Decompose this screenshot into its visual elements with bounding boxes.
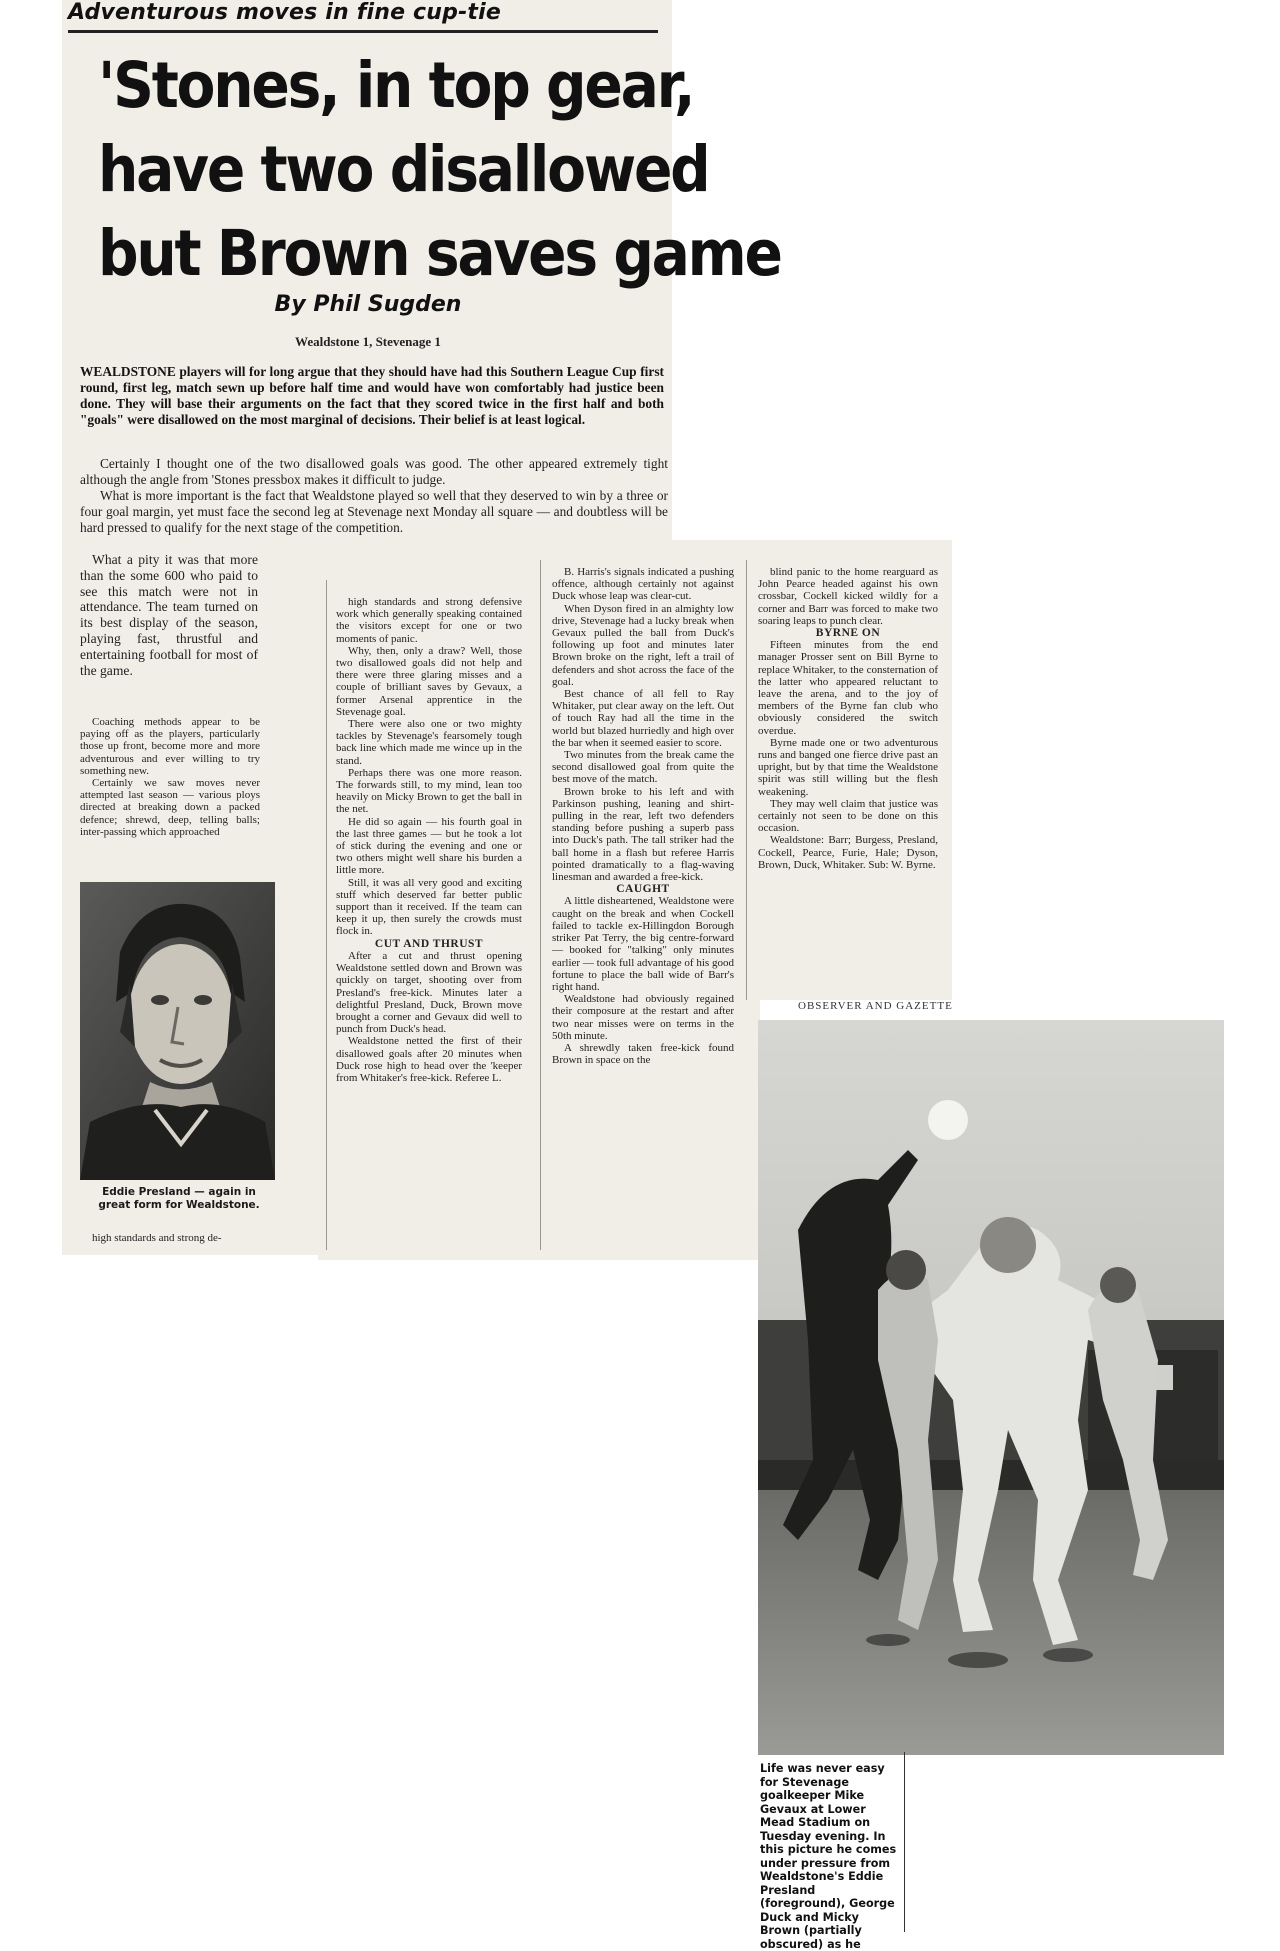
headline xyxy=(98,44,781,296)
score-line: Wealdstone 1, Stevenage 1 xyxy=(295,334,441,349)
lead-paragraph: WEALDSTONE players will for long argue that they should have had this Southern League Cup first round, first leg, match sewn up before half time and would have won comfortably had justice been done. They will base their arguments on the fact that they scored twice in the first half and both "goals" were disallowed on the most marginal of decisions. Their belief is at least logical. xyxy=(80,364,664,427)
column-4 xyxy=(758,566,938,871)
column-3-paragraph: When Dyson fired in an almighty low drive, Stevenage had a lucky break when Gevaux pulled the ball from Duck's following up foot and minutes later Brown broke on the right, left a trail of defenders and shot across the face of the goal. xyxy=(552,602,734,688)
intro-paragraphs xyxy=(80,456,668,536)
column-1-tail: high standards and strong de- xyxy=(92,1232,222,1244)
column-2-paragraph: Why, then, only a draw? Well, those two disallowed goals did not help and there were three glaring misses and a couple of brilliant saves by Gevaux, a former Arsenal apprentice in the Stevenage goal. xyxy=(336,644,522,718)
kicker: Adventurous moves in fine cup-tie xyxy=(68,0,502,25)
subhead-cut-and-thrust: CUT AND THRUST xyxy=(374,937,484,950)
column-2-paragraph: Still, it was all very good and exciting stuff which deserved far better public support than it received. If the team can keep it up, then surely the crowds must flock in. xyxy=(336,876,522,938)
headline-line-1: 'Stones, in top gear, xyxy=(98,49,694,122)
column-2-paragraph: high standards and strong defensive work which generally speaking contained the visitors except for one or two moments of panic. xyxy=(336,596,522,645)
match-image xyxy=(758,1020,1224,1755)
column-1-small xyxy=(80,716,260,838)
column-2 xyxy=(336,596,522,1084)
column-3 xyxy=(552,566,734,1066)
column-2-paragraph: Perhaps there was one more reason. The forwards still, to my mind, lean too heavily on Micky Brown to get the ball in the net. xyxy=(336,766,522,816)
column-4-paragraph: Byrne made one or two adventurous runs and banged one fierce drive past an upright, but by that time the Wealdstone spirit was still willing but the flesh weakening. xyxy=(758,736,938,798)
headline-line-2: have two disallowed xyxy=(98,133,709,206)
match-photo-caption: Life was never easy for Stevenage goalkeeper Mike Gevaux at Lower Mead Stadium on Tuesday evening. In this picture he comes under pressure from Wealdstone's Eddie Presland (foreground), George Duck and Micky Brown (partially obscured) as he xyxy=(760,1762,897,1951)
byline: By Phil Sugden xyxy=(274,292,462,317)
subhead-caught: CAUGHT xyxy=(616,883,670,896)
column-4-paragraph: Fifteen minutes from the end manager Prosser sent on Bill Byrne to replace Whitaker, to the consternation of the latter who appeared reluctant to leave the arena, and to the joy of members of the Byrne fan club who obviously considered the switch overdue. xyxy=(758,639,938,737)
masthead: OBSERVER AND GAZETTE xyxy=(798,1000,953,1012)
column-2-paragraph: There were also one or two mighty tackles by Stevenage's fearsomely tough back line which made me wince up in the stand. xyxy=(336,718,522,767)
intro-paragraph: What is more important is the fact that Wealdstone played so well that they deserved to win by a three or four goal margin, yet must face the second leg at Stevenage next Monday all square — and doubtless will be hard pressed to qualify for the next stage of the competition. xyxy=(80,488,668,535)
column-1-paragraph: Certainly we saw moves never attempted last season — various ploys directed at breaking down a packed defence; shrewd, deep, telling balls; inter-passing which approached xyxy=(80,777,260,838)
column-2-paragraph: Wealdstone netted the first of their disallowed goals after 20 minutes when Duck rose high to head over the 'keeper from Whitaker's free-kick. Referee L. xyxy=(336,1035,522,1084)
column-3-paragraph: Two minutes from the break came the second disallowed goal from quite the best move of the match. xyxy=(552,749,734,786)
column-4-paragraph: Wealdstone: Barr; Burgess, Presland, Cockell, Pearce, Furie, Hale; Dyson, Brown, Duck, Whitaker. Sub: W. Byrne. xyxy=(758,834,938,871)
column-3-paragraph: B. Harris's signals indicated a pushing offence, although certainly not against Duck whose leap was clear-cut. xyxy=(552,566,734,603)
portrait-caption: Eddie Presland — again in great form for Wealdstone. xyxy=(98,1186,260,1211)
headline-line-3: but Brown saves game xyxy=(98,217,781,290)
column-4-paragraph: They may well claim that justice was certainly not seen to be done on this occasion. xyxy=(758,797,938,835)
column-rule xyxy=(746,560,747,1000)
column-2-paragraph: He did so again — his fourth goal in the last three games — but he took a lot of stick during the evening and one or two others might well share his burden a little more. xyxy=(336,815,522,877)
subhead-byrne-on: BYRNE ON xyxy=(815,627,881,640)
column-1-paragraph: What a pity it was that more than the some 600 who paid to see this match were not in attendance. The team turned on its best display of the season, playing fast, thrustful and entertaining football for most of the game. xyxy=(80,552,258,678)
match-photo xyxy=(758,1020,1224,1755)
portrait-photo xyxy=(80,882,275,1180)
column-3-paragraph: A shrewdly taken free-kick found Brown in space on the xyxy=(552,1041,734,1067)
column-3-paragraph: A little disheartened, Wealdstone were caught on the break and when Cockell failed to tackle ex-Hillingdon Borough striker Pat Terry, the big centre-forward — booked for "talking" only minutes earlier — took full advantage of his good fortune to place the ball wide of Barr's right hand. xyxy=(552,895,734,993)
column-4-paragraph: blind panic to the home rearguard as John Pearce headed against his own crossbar, Cockell kicked wildly for a corner and Barr was forced to make two soaring leaps to punch clear. xyxy=(758,566,938,627)
column-1 xyxy=(80,552,258,678)
intro-paragraph: Certainly I thought one of the two disallowed goals was good. The other appeared extremely tight although the angle from 'Stones pressbox makes it difficult to judge. xyxy=(80,456,668,487)
column-rule xyxy=(540,560,541,1250)
column-3-paragraph: Wealdstone had obviously regained their composure at the restart and after two near misses were on terms in the 50th minute. xyxy=(552,993,734,1042)
column-rule xyxy=(326,580,327,1250)
column-3-paragraph: Best chance of all fell to Ray Whitaker, put clear away on the left. Out of touch Ray had all the time in the world but blazed hurriedly and high over the bar when it seemed easier to score. xyxy=(552,688,734,749)
caption-rule xyxy=(904,1752,905,1932)
column-3-paragraph: Brown broke to his left and with Parkinson pushing, leaning and shirt-pulling in the rear, left two defenders standing before pushing a superb pass into Duck's path. The tall striker had the ball home in a flash but referee Harris pointed dramatically to a flag-waving linesman and awarded a free-kick. xyxy=(552,785,734,884)
column-1-paragraph: Coaching methods appear to be paying off as the players, particularly those up front, become more and more adventurous and ever willing to try something new. xyxy=(80,716,260,777)
kicker-rule xyxy=(68,30,658,33)
portrait-image xyxy=(80,882,275,1180)
column-2-paragraph: After a cut and thrust opening Wealdstone settled down and Brown was quickly on target, shooting over from Presland's free-kick. Minutes later a delightful Presland, Duck, Brown move brought a corner and Gevaux did well to punch from Duck's head. xyxy=(336,949,522,1036)
